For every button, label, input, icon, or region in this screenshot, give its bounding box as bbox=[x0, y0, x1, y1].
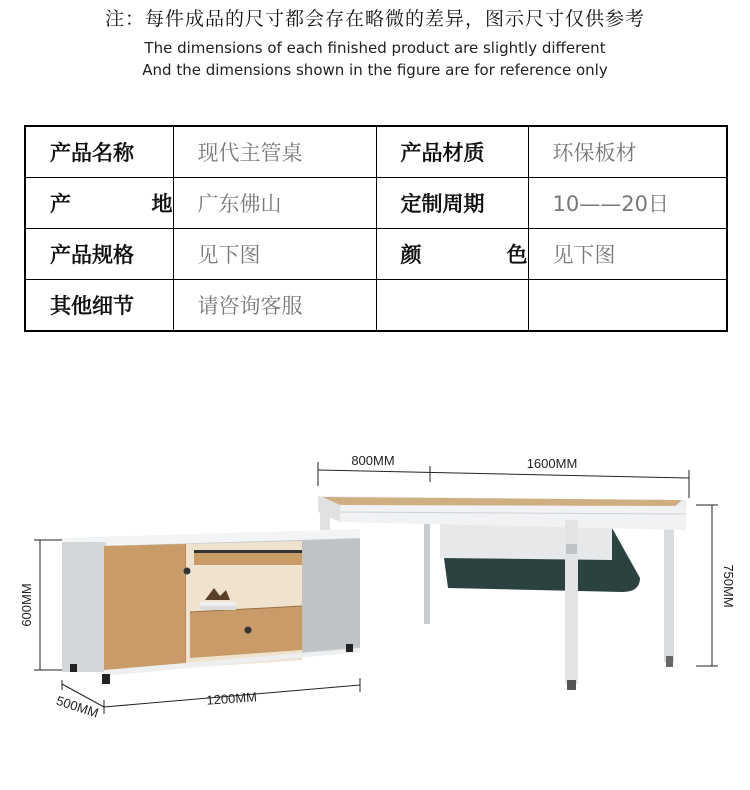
dim-label-800: 800MM bbox=[351, 453, 395, 468]
label-product-name: 产品名称 bbox=[25, 126, 173, 178]
value-lead-time: 10——20日 bbox=[528, 178, 727, 229]
label-origin: 产 地 bbox=[25, 178, 173, 229]
value-color: 见下图 bbox=[528, 229, 727, 280]
value-material: 环保板材 bbox=[528, 126, 727, 178]
label-specification: 产品规格 bbox=[25, 229, 173, 280]
cabinet-illustration bbox=[62, 529, 360, 684]
value-specification: 见下图 bbox=[173, 229, 376, 280]
value-other-details: 请咨询客服 bbox=[173, 280, 376, 332]
label-other-details: 其他细节 bbox=[25, 280, 173, 332]
dim-label-500: 500MM bbox=[54, 692, 101, 721]
dim-label-750: 750MM bbox=[721, 564, 736, 608]
notice-english-line-1: The dimensions of each finished product are slightly different bbox=[144, 39, 606, 57]
desk-illustration bbox=[318, 496, 686, 690]
value-product-name: 现代主管桌 bbox=[173, 126, 376, 178]
notice-chinese: 注：每件成品的尺寸都会存在略微的差异，图示尺寸仅供参考 bbox=[104, 8, 645, 30]
label-color: 颜 色 bbox=[376, 229, 528, 280]
label-material: 产品材质 bbox=[376, 126, 528, 178]
dim-label-1600: 1600MM bbox=[526, 456, 578, 471]
dim-label-600: 600MM bbox=[19, 583, 34, 627]
dim-label-1200: 1200MM bbox=[205, 689, 258, 708]
value-origin: 广东佛山 bbox=[173, 178, 376, 229]
notice-english-line-2: And the dimensions shown in the figure are for reference only bbox=[142, 61, 608, 79]
label-lead-time: 定制周期 bbox=[376, 178, 528, 229]
